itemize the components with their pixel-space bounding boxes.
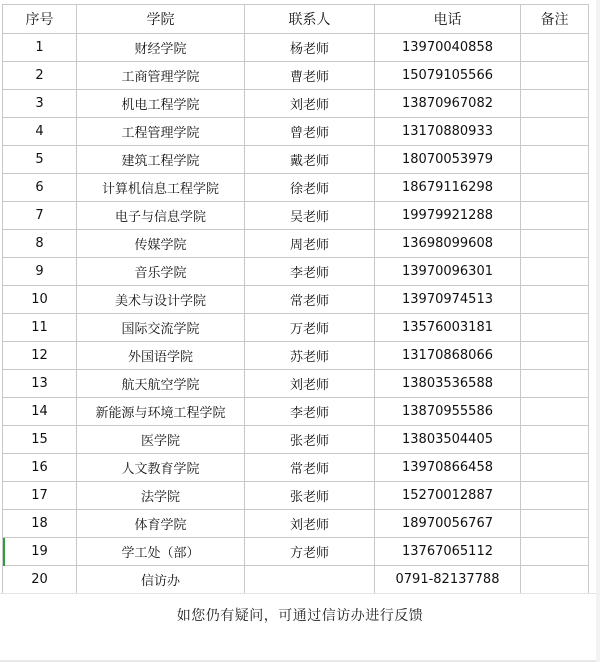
cell-college[interactable]: 信访办 [77,566,245,594]
cell-phone[interactable]: 13970974513 [375,286,521,314]
cell-note[interactable] [521,342,589,370]
sheet-divider [0,593,600,594]
cell-contact[interactable]: 吴老师 [245,202,375,230]
cell-phone[interactable]: 13970096301 [375,258,521,286]
table-body [3,34,589,594]
cell-phone[interactable]: 13970040858 [375,34,521,62]
cell-no[interactable]: 5 [3,146,77,174]
cell-note[interactable] [521,482,589,510]
cell-phone[interactable]: 13170880933 [375,118,521,146]
cell-no[interactable]: 19 [3,538,77,566]
cell-college[interactable]: 法学院 [77,482,245,510]
cell-college[interactable]: 医学院 [77,426,245,454]
table-row [3,202,589,230]
cell-college[interactable]: 工程管理学院 [77,118,245,146]
cell-note[interactable] [521,62,589,90]
table-row [3,90,589,118]
table-row [3,538,589,566]
table-row [3,454,589,482]
cell-no[interactable]: 3 [3,90,77,118]
cell-note[interactable] [521,426,589,454]
table-row [3,174,589,202]
table-row [3,370,589,398]
cell-contact[interactable]: 万老师 [245,314,375,342]
cell-contact[interactable]: 刘老师 [245,510,375,538]
cell-no[interactable]: 17 [3,482,77,510]
cell-no[interactable]: 7 [3,202,77,230]
header-contact[interactable]: 联系人 [245,5,375,34]
cell-contact[interactable]: 徐老师 [245,174,375,202]
cell-college[interactable]: 财经学院 [77,34,245,62]
cell-note[interactable] [521,566,589,594]
cell-college[interactable]: 美术与设计学院 [77,286,245,314]
cell-contact[interactable]: 刘老师 [245,90,375,118]
table-row [3,510,589,538]
right-border [596,0,600,662]
cell-phone[interactable]: 13803536588 [375,370,521,398]
cell-contact[interactable]: 张老师 [245,426,375,454]
cell-contact[interactable]: 常老师 [245,454,375,482]
table-row [3,118,589,146]
cell-note[interactable] [521,34,589,62]
cell-phone[interactable]: 19979921288 [375,202,521,230]
cell-phone[interactable]: 15270012887 [375,482,521,510]
cell-college[interactable]: 新能源与环境工程学院 [77,398,245,426]
table-row [3,426,589,454]
cell-note[interactable] [521,118,589,146]
cell-college[interactable]: 机电工程学院 [77,90,245,118]
cell-phone[interactable]: 13970866458 [375,454,521,482]
cell-no[interactable]: 6 [3,174,77,202]
cell-no[interactable]: 12 [3,342,77,370]
cell-contact[interactable]: 李老师 [245,398,375,426]
cell-college[interactable]: 电子与信息学院 [77,202,245,230]
footer-note: 如您仍有疑问，可通过信访办进行反馈 [176,608,424,624]
cell-contact[interactable]: 苏老师 [245,342,375,370]
contacts-table [2,4,589,594]
cell-no[interactable]: 1 [3,34,77,62]
table-row [3,258,589,286]
cell-note[interactable] [521,90,589,118]
cell-phone[interactable]: 13767065112 [375,538,521,566]
cell-college[interactable]: 人文教育学院 [77,454,245,482]
cell-college[interactable]: 建筑工程学院 [77,146,245,174]
cell-no[interactable]: 4 [3,118,77,146]
cell-no[interactable]: 15 [3,426,77,454]
cell-note[interactable] [521,314,589,342]
cell-no[interactable]: 2 [3,62,77,90]
header-no[interactable]: 序号 [3,5,77,34]
header-note[interactable]: 备注 [521,5,589,34]
cell-note[interactable] [521,230,589,258]
cell-contact[interactable]: 方老师 [245,538,375,566]
cell-no[interactable]: 20 [3,566,77,594]
cell-no[interactable]: 13 [3,370,77,398]
active-cell-marker [3,538,5,566]
table-row [3,398,589,426]
header-row [3,5,589,34]
cell-contact[interactable]: 周老师 [245,230,375,258]
cell-phone[interactable]: 15079105566 [375,62,521,90]
cell-note[interactable] [521,146,589,174]
cell-no[interactable]: 18 [3,510,77,538]
header-phone[interactable]: 电话 [375,5,521,34]
cell-contact[interactable]: 曹老师 [245,62,375,90]
cell-phone[interactable]: 13803504405 [375,426,521,454]
cell-note[interactable] [521,258,589,286]
cell-contact[interactable]: 常老师 [245,286,375,314]
cell-college[interactable]: 传媒学院 [77,230,245,258]
cell-phone[interactable]: 13170868066 [375,342,521,370]
cell-no[interactable]: 14 [3,398,77,426]
cell-phone[interactable]: 13870955586 [375,398,521,426]
cell-note[interactable] [521,370,589,398]
header-college[interactable]: 学院 [77,5,245,34]
table-row [3,342,589,370]
cell-no[interactable]: 16 [3,454,77,482]
cell-no[interactable]: 11 [3,314,77,342]
cell-contact[interactable]: 曾老师 [245,118,375,146]
cell-note[interactable] [521,454,589,482]
table-row [3,230,589,258]
cell-college[interactable]: 国际交流学院 [77,314,245,342]
cell-college[interactable]: 工商管理学院 [77,62,245,90]
table-row [3,482,589,510]
cell-note[interactable] [521,286,589,314]
cell-college[interactable]: 外国语学院 [77,342,245,370]
table-row [3,34,589,62]
cell-phone[interactable]: 13576003181 [375,314,521,342]
cell-contact[interactable]: 杨老师 [245,34,375,62]
cell-contact[interactable]: 戴老师 [245,146,375,174]
cell-phone[interactable]: 13698099608 [375,230,521,258]
cell-phone[interactable]: 0791-82137788 [375,566,521,594]
table-row [3,146,589,174]
cell-contact[interactable]: 张老师 [245,482,375,510]
cell-no[interactable]: 8 [3,230,77,258]
cell-note[interactable] [521,538,589,566]
cell-phone[interactable]: 18679116298 [375,174,521,202]
cell-note[interactable] [521,398,589,426]
cell-college[interactable]: 学工处（部） [77,538,245,566]
cell-college[interactable]: 航天航空学院 [77,370,245,398]
cell-contact[interactable]: 李老师 [245,258,375,286]
cell-college[interactable]: 音乐学院 [77,258,245,286]
table-row [3,566,589,594]
cell-contact[interactable] [245,566,375,594]
cell-college[interactable]: 体育学院 [77,510,245,538]
cell-note[interactable] [521,202,589,230]
cell-phone[interactable]: 18070053979 [375,146,521,174]
cell-note[interactable] [521,174,589,202]
table-row [3,314,589,342]
cell-no[interactable]: 10 [3,286,77,314]
cell-contact[interactable]: 刘老师 [245,370,375,398]
cell-college[interactable]: 计算机信息工程学院 [77,174,245,202]
cell-phone[interactable]: 18970056767 [375,510,521,538]
cell-note[interactable] [521,510,589,538]
cell-phone[interactable]: 13870967082 [375,90,521,118]
table-row [3,62,589,90]
table-row [3,286,589,314]
cell-no[interactable]: 9 [3,258,77,286]
